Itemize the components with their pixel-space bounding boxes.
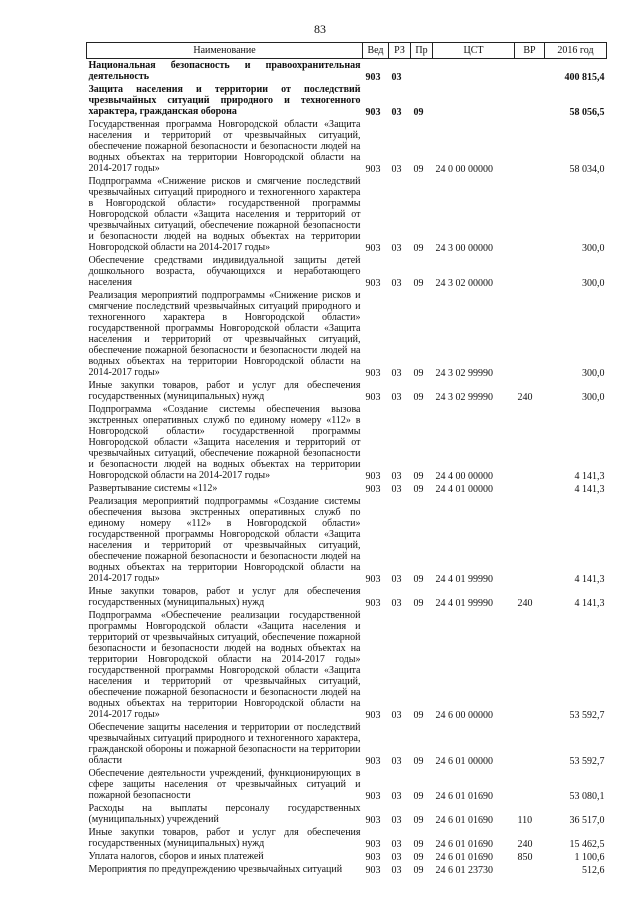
table-row (87, 403, 607, 482)
row-cst-cell: 24 6 01 01690 (435, 815, 493, 826)
row-cst-cell (433, 83, 515, 118)
row-cst-cell: 24 4 00 00000 (435, 471, 493, 482)
row-pr-cell: 09 (413, 471, 424, 482)
table-row (87, 826, 607, 850)
table-row (87, 767, 607, 802)
row-rz-cell: 03 (391, 756, 402, 767)
row-vr-cell: 240 (517, 839, 533, 850)
row-sum-cell: 1 100,6 (574, 852, 605, 863)
table-row (87, 721, 607, 767)
row-name-cell: Реализация мероприятий подпрограммы «Создание системы обеспечения вызова экстренных оперативных служб по единому номеру «112» в Новгородской области» государственной программы Новгородской области «Защита населения и территорий от чрезвычайных ситуаций, обеспечение пожарной безопасности и безопасности людей на водных объектах на территории Новгородской области на 2014-2017 годы» (88, 496, 361, 584)
row-ved-cell: 903 (365, 839, 381, 850)
row-cst-cell: 24 6 01 01690 (435, 839, 493, 850)
row-rz-cell: 03 (391, 852, 402, 863)
row-ved-cell: 903 (365, 598, 381, 609)
row-sum-cell: 53 080,1 (569, 791, 605, 802)
table-row (87, 59, 607, 84)
table-row (87, 495, 607, 585)
row-name-cell: Иные закупки товаров, работ и услуг для обеспечения государственных (муниципальных) нужд (88, 586, 361, 608)
row-name-cell: Подпрограмма «Создание системы обеспечения вызова экстренных оперативных служб по единому номеру «112» в Новгородской области» государственной программы Новгородской области «Защита населения и территорий от чрезвычайных ситуаций, обеспечение пожарной безопасности и безопасности людей на водных объектах на территории Новгородской области на 2014-2017 годы» (88, 404, 361, 481)
table-row (87, 609, 607, 721)
row-cst-cell: 24 6 01 00000 (435, 756, 493, 767)
table-row (87, 863, 607, 876)
row-vr-cell (515, 175, 545, 254)
row-name-cell: Расходы на выплаты персоналу государственных (муниципальных) учреждений (88, 803, 361, 825)
row-rz-cell: 03 (391, 865, 402, 876)
row-vr-cell (515, 118, 545, 175)
row-name-cell: Обеспечение средствами индивидуальной защиты детей дошкольного возраста, обучающихся и неработающего населения (88, 255, 361, 288)
row-rz-cell: 03 (391, 107, 402, 118)
row-pr-cell (411, 59, 433, 84)
table-body (87, 59, 607, 877)
row-sum-cell: 4 141,3 (574, 484, 605, 495)
row-sum-cell: 58 034,0 (569, 164, 605, 175)
row-pr-cell: 09 (413, 278, 424, 289)
table-row (87, 83, 607, 118)
row-sum-cell: 300,0 (582, 368, 605, 379)
row-name-cell: Подпрограмма «Снижение рисков и смягчение последствий чрезвычайных ситуаций природного и техногенного характера в Новгородской области» государственной программы Новгородской области «Защита населения и территорий от чрезвычайных ситуаций, обеспечение пожарной безопасности и безопасности людей на водных объектах на территории Новгородской области на 2014-2017 годы» (88, 176, 361, 253)
row-sum-cell: 36 517,0 (569, 815, 605, 826)
row-cst-cell: 24 3 02 99990 (435, 368, 493, 379)
budget-table (86, 42, 607, 876)
row-sum-cell: 53 592,7 (569, 710, 605, 721)
row-pr-cell: 09 (413, 484, 424, 495)
row-cst-cell: 24 6 01 23730 (435, 865, 493, 876)
row-vr-cell (515, 495, 545, 585)
row-ved-cell: 903 (365, 865, 381, 876)
row-ved-cell: 903 (365, 484, 381, 495)
row-name-cell: Обеспечение защиты населения и территории от последствий чрезвычайных ситуаций природного и техногенного характера, гражданской обороны и пожарной безопасности на территории области (88, 722, 361, 766)
table-header (87, 43, 607, 59)
row-sum-cell: 53 592,7 (569, 756, 605, 767)
row-sum-cell: 512,6 (582, 865, 605, 876)
row-name-cell: Развертывание системы «112» (88, 483, 218, 494)
row-cst-cell: 24 6 01 01690 (435, 791, 493, 802)
row-vr-cell (515, 767, 545, 802)
row-name-cell: Реализация мероприятий подпрограммы «Снижение рисков и смягчение последствий чрезвычайных ситуаций природного и техногенного характера в Новгородской области» государственной программы Новгородской области «Защита населения и территорий от чрезвычайных ситуаций, обеспечение пожарной безопасности и безопасности людей на водных объектах на территории Новгородской области на 2014-2017 годы» (88, 290, 361, 378)
row-cst-cell: 24 4 01 99990 (435, 598, 493, 609)
row-rz-cell: 03 (391, 598, 402, 609)
row-vr-cell: 240 (517, 598, 533, 609)
row-cst-cell: 24 3 02 99990 (435, 392, 493, 403)
row-pr-cell: 09 (413, 107, 424, 118)
row-pr-cell: 09 (413, 574, 424, 585)
table-row (87, 850, 607, 863)
header-vr: ВР (515, 43, 545, 59)
row-rz-cell: 03 (391, 710, 402, 721)
row-vr-cell: 110 (517, 815, 533, 826)
row-ved-cell: 903 (365, 710, 381, 721)
row-rz-cell: 03 (391, 484, 402, 495)
row-ved-cell: 903 (365, 756, 381, 767)
row-vr-cell (515, 609, 545, 721)
table-row (87, 585, 607, 609)
row-vr-cell (515, 289, 545, 379)
header-rz: РЗ (389, 43, 411, 59)
row-rz-cell: 03 (391, 815, 402, 826)
row-cst-cell: 24 0 00 00000 (435, 164, 493, 175)
row-cst-cell: 24 4 01 99990 (435, 574, 493, 585)
row-cst-cell (433, 59, 515, 84)
row-cst-cell: 24 6 01 01690 (435, 852, 493, 863)
header-pr: Пр (411, 43, 433, 59)
row-rz-cell: 03 (391, 839, 402, 850)
row-vr-cell (515, 721, 545, 767)
row-name-cell: Уплата налогов, сборов и иных платежей (88, 851, 264, 862)
row-sum-cell: 4 141,3 (574, 598, 605, 609)
row-cst-cell: 24 4 01 00000 (435, 484, 493, 495)
row-pr-cell: 09 (413, 839, 424, 850)
row-ved-cell: 903 (365, 471, 381, 482)
header-cst: ЦСТ (433, 43, 515, 59)
row-ved-cell: 903 (365, 278, 381, 289)
row-rz-cell: 03 (391, 368, 402, 379)
row-name-cell: Иные закупки товаров, работ и услуг для обеспечения государственных (муниципальных) нужд (88, 380, 361, 402)
row-ved-cell: 903 (365, 243, 381, 254)
table-row (87, 482, 607, 495)
row-pr-cell: 09 (413, 710, 424, 721)
row-ved-cell: 903 (365, 791, 381, 802)
row-vr-cell (515, 254, 545, 289)
row-rz-cell: 03 (391, 72, 402, 83)
row-sum-cell: 58 056,5 (569, 107, 605, 118)
row-vr-cell: 240 (517, 392, 533, 403)
row-ved-cell: 903 (365, 392, 381, 403)
row-name-cell: Подпрограмма «Обеспечение реализации государственной программы Новгородской области «Защита населения и территорий от чрезвычайных ситуаций, обеспечение пожарной безопасности и безопасности людей на водных объектах на территории Новгородской области на 2014-2017 годы» государственной программы Новгородской области «Защита населения и территорий от чрезвычайных ситуаций, обеспечение пожарной безопасности и безопасности людей на водных объектах на территории Новгородской области на 2014-2017 годы» (88, 610, 361, 720)
table-row (87, 175, 607, 254)
row-rz-cell: 03 (391, 243, 402, 254)
row-ved-cell: 903 (365, 368, 381, 379)
row-rz-cell: 03 (391, 791, 402, 802)
row-sum-cell: 300,0 (582, 392, 605, 403)
row-pr-cell: 09 (413, 815, 424, 826)
row-pr-cell: 09 (413, 865, 424, 876)
header-name: Наименование (87, 43, 363, 59)
row-vr-cell (515, 59, 545, 84)
row-pr-cell: 09 (413, 852, 424, 863)
row-pr-cell: 09 (413, 598, 424, 609)
row-vr-cell: 850 (517, 852, 533, 863)
row-ved-cell: 903 (365, 852, 381, 863)
row-sum-cell: 4 141,3 (574, 574, 605, 585)
page-number: 83 (314, 22, 326, 36)
row-vr-cell (515, 403, 545, 482)
row-ved-cell: 903 (365, 574, 381, 585)
row-cst-cell: 24 3 02 00000 (435, 278, 493, 289)
row-ved-cell: 903 (365, 72, 381, 83)
row-sum-cell: 15 462,5 (569, 839, 605, 850)
row-pr-cell: 09 (413, 756, 424, 767)
header-ved: Вед (363, 43, 389, 59)
row-vr-cell (515, 482, 545, 495)
row-rz-cell: 03 (391, 164, 402, 175)
row-sum-cell: 4 141,3 (574, 471, 605, 482)
row-name-cell: Иные закупки товаров, работ и услуг для обеспечения государственных (муниципальных) нужд (88, 827, 361, 849)
table-row (87, 802, 607, 826)
row-vr-cell (515, 83, 545, 118)
row-pr-cell: 09 (413, 791, 424, 802)
row-rz-cell: 03 (391, 392, 402, 403)
row-ved-cell: 903 (365, 164, 381, 175)
row-sum-cell: 300,0 (582, 278, 605, 289)
row-rz-cell: 03 (391, 278, 402, 289)
row-name-cell: Мероприятия по предупреждению чрезвычайных ситуаций (88, 864, 343, 875)
row-pr-cell: 09 (413, 368, 424, 379)
row-name-cell: Обеспечение деятельности учреждений, функционирующих в сфере защиты населения от чрезвычайных ситуаций и пожарной безопасности (88, 768, 361, 801)
table-row (87, 289, 607, 379)
row-rz-cell: 03 (391, 574, 402, 585)
row-name-cell: Защита населения и территории от последствий чрезвычайных ситуаций природного и техногенного характера, гражданская оборона (88, 84, 361, 117)
row-pr-cell: 09 (413, 164, 424, 175)
row-name-cell: Государственная программа Новгородской области «Защита населения и территорий от чрезвычайных ситуаций, обеспечение пожарной безопасности и безопасности людей на водных объектах на территории Новгородской области на 2014-2017 годы» (88, 119, 361, 174)
header-sum: 2016 год (545, 43, 607, 59)
row-pr-cell: 09 (413, 392, 424, 403)
row-ved-cell: 903 (365, 815, 381, 826)
row-vr-cell (515, 863, 545, 876)
row-name-cell: Национальная безопасность и правоохранительная деятельность (88, 60, 361, 82)
row-ved-cell: 903 (365, 107, 381, 118)
table-row (87, 118, 607, 175)
row-sum-cell: 400 815,4 (564, 72, 605, 83)
row-cst-cell: 24 3 00 00000 (435, 243, 493, 254)
table-row (87, 254, 607, 289)
row-sum-cell: 300,0 (582, 243, 605, 254)
row-rz-cell: 03 (391, 471, 402, 482)
table-row (87, 379, 607, 403)
row-pr-cell: 09 (413, 243, 424, 254)
row-cst-cell: 24 6 00 00000 (435, 710, 493, 721)
